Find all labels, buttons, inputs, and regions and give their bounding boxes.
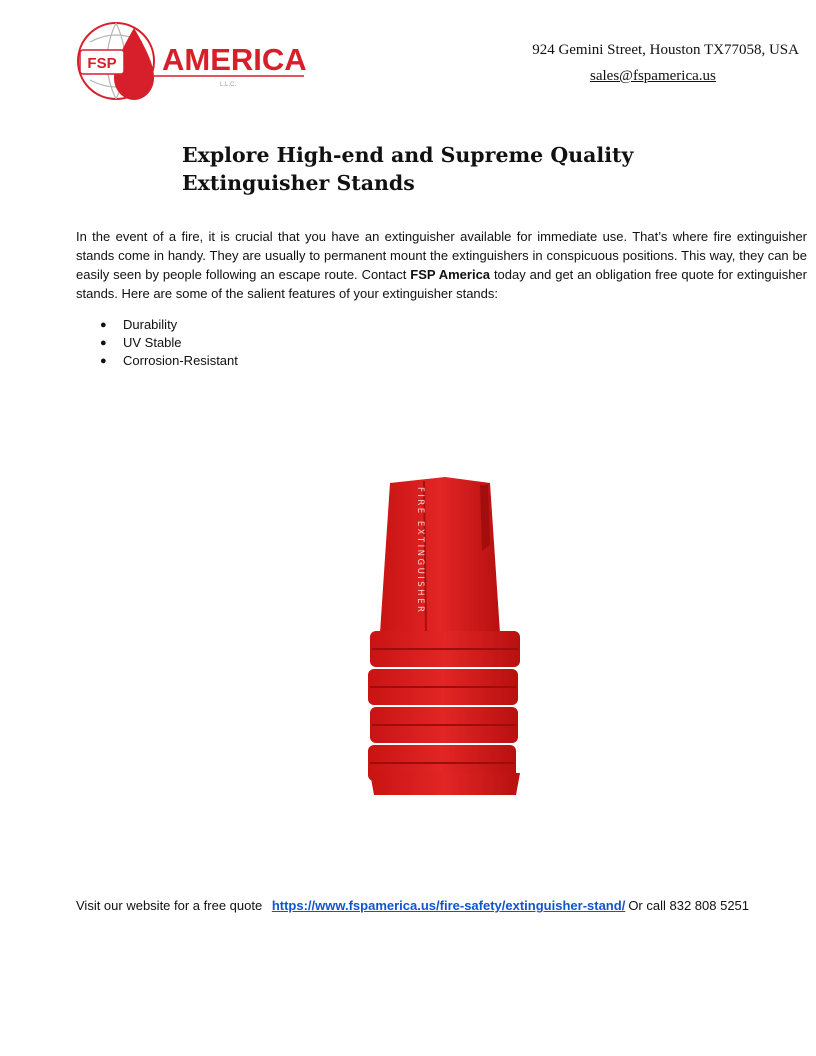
- footer-suffix: Or call 832 808 5251: [628, 898, 750, 913]
- feature-label: Durability: [123, 317, 178, 332]
- company-address: 924 Gemini Street, Houston TX77058, USA: [532, 42, 799, 58]
- feature-label: Corrosion-Resistant: [123, 353, 238, 368]
- extinguisher-stand-image: [360, 473, 530, 813]
- logo-brand-text: AMERICA: [162, 42, 307, 77]
- feature-label: UV Stable: [123, 335, 182, 350]
- brand-name: FSP America: [410, 267, 491, 282]
- fsp-america-logo: [76, 18, 308, 104]
- intro-text-1: In the event of a fire, it is crucial that you have an extinguisher available for immediate use. That’s where fire extinguisher stands come in handy. They are usually to permanent mount the extinguishers in conspicuous positions. This way, they can be easily seen by people following an escape route. Contact: [76, 229, 807, 282]
- intro-paragraph: [76, 227, 807, 303]
- bullet-icon: ●: [100, 319, 107, 331]
- list-item: [76, 316, 238, 334]
- stand-label-text: FIRE EXTINGUISHER: [415, 487, 425, 615]
- footer-prefix: Visit our website for a free quote: [76, 898, 266, 913]
- bullet-icon: ●: [100, 355, 107, 367]
- list-item: [76, 352, 238, 370]
- logo-sub-text: L.L.C.: [219, 82, 237, 88]
- list-item: [76, 334, 238, 352]
- page-title: Explore High-end and Supreme Quality Extinguisher Stands: [182, 143, 634, 195]
- features-list: [76, 316, 238, 370]
- logo-fsp-text: FSP: [87, 55, 117, 72]
- website-link[interactable]: https://www.fspamerica.us/fire-safety/extinguisher-stand/: [271, 898, 626, 913]
- intro-text-2: today and get an obligation free quote for extinguisher stands. Here are some of the salient features of your extinguisher stands:: [76, 267, 807, 301]
- footer-contact: [76, 898, 749, 913]
- bullet-icon: ●: [100, 337, 107, 349]
- email-link[interactable]: sales@fspamerica.us: [590, 68, 716, 84]
